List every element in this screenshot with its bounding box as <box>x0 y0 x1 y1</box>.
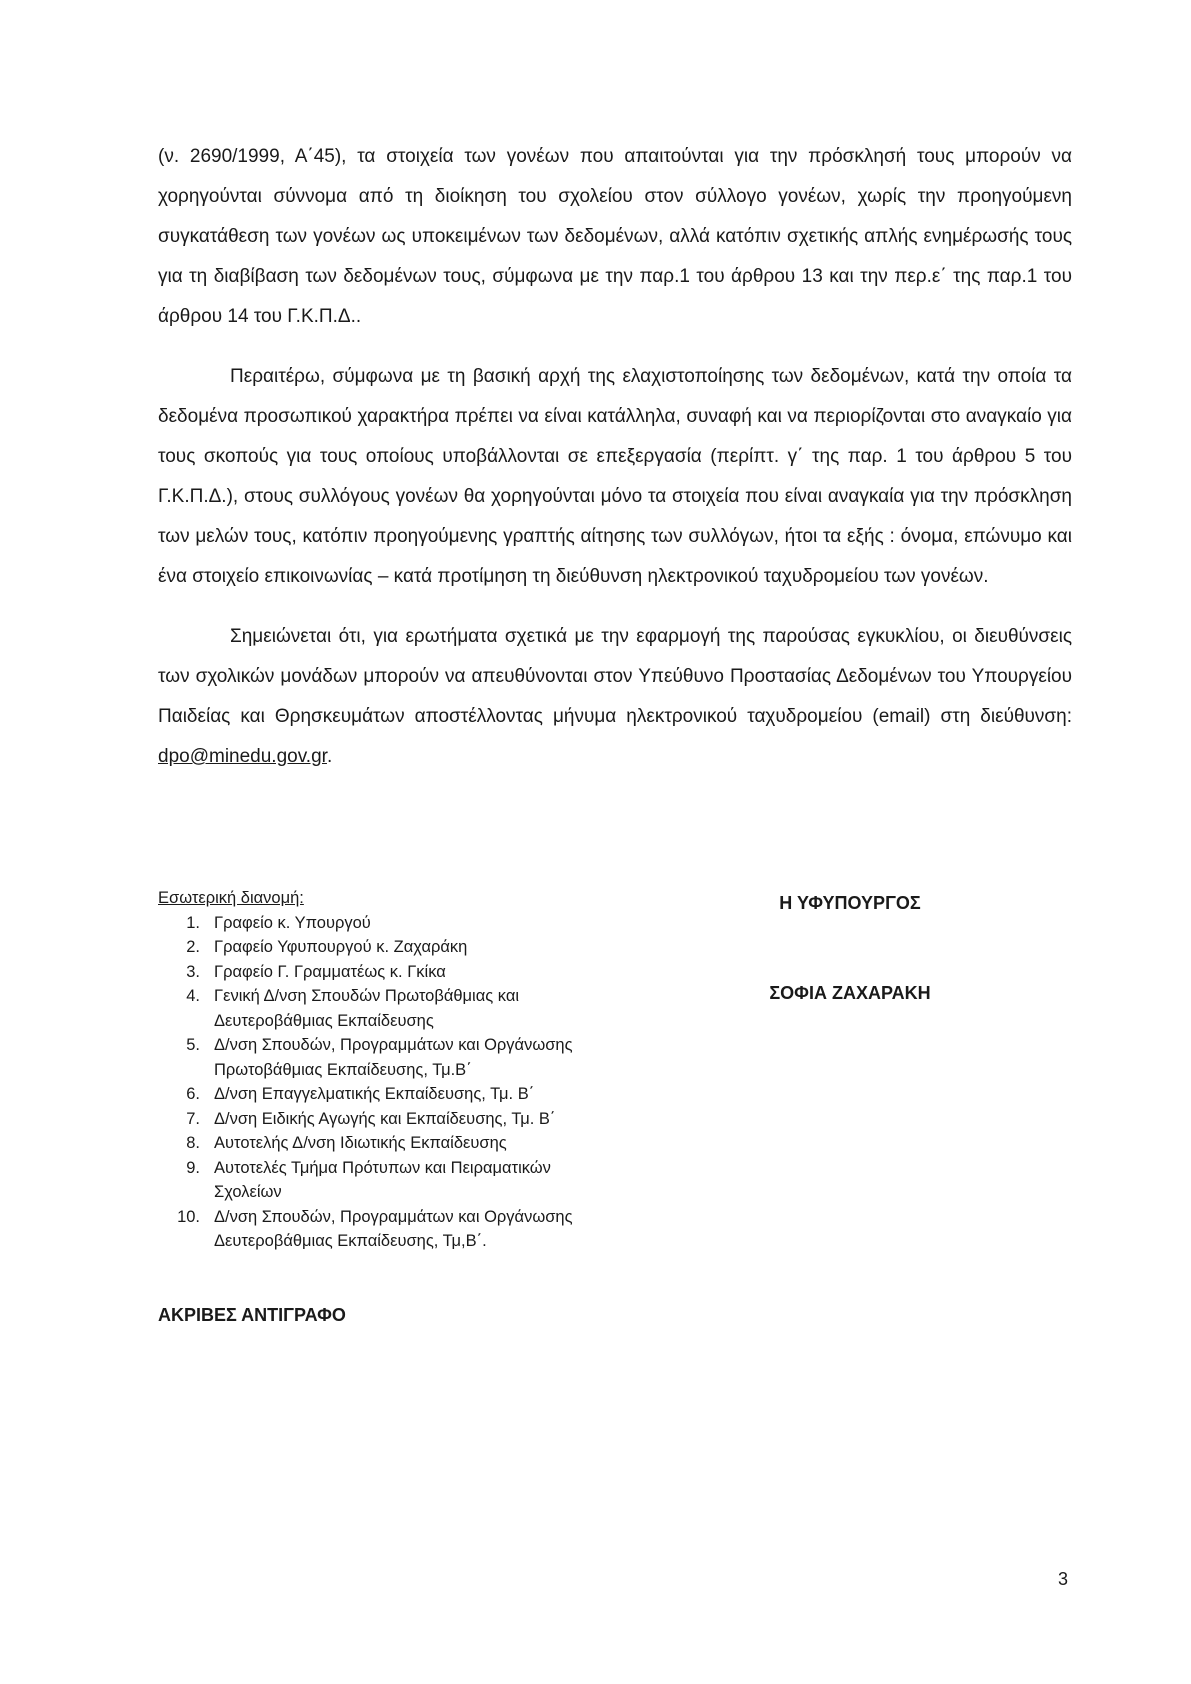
dpo-contact-end: . <box>326 746 333 767</box>
list-item <box>158 984 618 1033</box>
list-item-text: Αυτοτελές Τμήμα Πρότυπων και Πειραματικών Σχολείων <box>214 1158 551 1201</box>
list-item-text: Γενική Δ/νση Σπουδών Πρωτοβάθμιας και Δευτεροβάθμιας Εκπαίδευσης <box>214 987 520 1030</box>
list-item-number: 7. <box>186 1109 200 1128</box>
list-item-number: 4. <box>186 987 200 1005</box>
list-item <box>158 1107 618 1132</box>
distribution-heading: Εσωτερική διανομή: <box>158 889 304 907</box>
body-text <box>158 137 1072 797</box>
distribution-list <box>158 911 618 1254</box>
list-item-text: Δ/νση Σπουδών, Προγραμμάτων και Οργάνωσης Δευτεροβάθμιας Εκπαίδευσης, Τμ,Β΄. <box>214 1207 573 1250</box>
list-item-text: Δ/νση Επαγγελματικής Εκπαίδευσης, Τμ. Β΄ <box>214 1085 535 1103</box>
dpo-email-link[interactable]: dpo@minedu.gov.gr <box>158 746 327 767</box>
list-item <box>158 911 618 936</box>
internal-distribution <box>158 886 618 1254</box>
list-item-number: 8. <box>186 1134 200 1152</box>
list-item-number: 2. <box>186 938 200 956</box>
paragraph-data-minimisation: Περαιτέρω, σύμφωνα με τη βασική αρχή της ελαχιστοποίησης των δεδομένων, κατά την οποία τα δεδομένα προσωπικού χαρακτήρα πρέπει να είναι κατάλληλα, συναφή και να περιορίζονται στο αναγκαίο για τους σκοπούς για τους οποίους υποβάλλονται σε επεξεργασία (περίπτ. γ΄ της παρ. 1 του άρθρου 5 του Γ.Κ.Π.Δ.), στους συλλόγους γονέων θα χορηγούνται μόνο τα στοιχεία που είναι αναγκαία για την πρόσκληση των μελών τους, κατόπιν προηγούμενης γραπτής αίτησης των συλλόγων, ήτοι τα εξής : όνομα, επώνυμο και ένα στοιχείο επικοινωνίας – κατά προτίμηση τη διεύθυνση ηλεκτρονικού ταχυδρομείου των γονέων. <box>158 366 1072 587</box>
signatory-name: ΣΟΦΙΑ ΖΑΧΑΡΑΚΗ <box>769 983 931 1003</box>
list-item <box>158 1033 618 1082</box>
list-item-text: Γραφείο κ. Υπουργού <box>214 913 371 932</box>
list-item <box>158 1082 618 1107</box>
list-item-number: 1. <box>186 913 200 932</box>
paragraph-gdpr-transfer: (ν. 2690/1999, Α΄45), τα στοιχεία των γονέων που απαιτούνται για την πρόσκλησή τους μπορούν να χορηγούνται σύννομα από τη διοίκηση του σχολείου στον σύλλογο γονέων, χωρίς την προηγούμενη συγκατάθεση των γονέων ως υποκειμένων των δεδομένων, αλλά κατόπιν σχετικής απλής ενημέρωσής τους για τη διαβίβαση των δεδομένων τους, σύμφωνα με την παρ.1 του άρθρου 13 και την περ.ε΄ της παρ.1 του άρθρου 14 του Γ.Κ.Π.Δ.. <box>158 146 1072 327</box>
list-item-number: 10. <box>177 1207 200 1226</box>
list-item-text: Δ/νση Σπουδών, Προγραμμάτων και Οργάνωσης Πρωτοβάθμιας Εκπαίδευσης, Τμ.Β΄ <box>214 1036 573 1079</box>
signatory-role: Η ΥΦΥΠΟΥΡΓΟΣ <box>779 893 921 913</box>
list-item-text: Δ/νση Ειδικής Αγωγής και Εκπαίδευσης, Τμ. Β΄ <box>214 1109 556 1128</box>
exact-copy-label: ΑΚΡΙΒΕΣ ΑΝΤΙΓΡΑΦΟ <box>158 1305 346 1325</box>
list-item <box>158 1205 618 1254</box>
list-item-number: 9. <box>186 1158 200 1177</box>
list-item <box>158 1131 618 1156</box>
list-item <box>158 1156 618 1205</box>
list-item-text: Γραφείο Γ. Γραμματέως κ. Γκίκα <box>214 962 446 981</box>
list-item-text: Γραφείο Υφυπουργού κ. Ζαχαράκη <box>214 938 468 956</box>
list-item <box>158 960 618 985</box>
list-item-number: 3. <box>186 962 200 981</box>
dpo-contact-text: Σημειώνεται ότι, για ερωτήματα σχετικά με την εφαρμογή της παρούσας εγκυκλίου, οι διευθύνσεις των σχολικών μονάδων μπορούν να απευθύνονται στον Υπεύθυνο Προστασίας Δεδομένων του Υπουργείου Παιδείας και Θρησκευμάτων αποστέλλοντας μήνυμα ηλεκτρονικού ταχυδρομείου (email) στη διεύθυνση: <box>158 626 1072 727</box>
list-item <box>158 935 618 960</box>
list-item-number: 5. <box>186 1036 200 1054</box>
page-number: 3 <box>1057 1569 1068 1589</box>
list-item-number: 6. <box>186 1085 200 1103</box>
paragraph-dpo-contact <box>158 617 1072 777</box>
list-item-text: Αυτοτελής Δ/νση Ιδιωτικής Εκπαίδευσης <box>214 1134 507 1152</box>
